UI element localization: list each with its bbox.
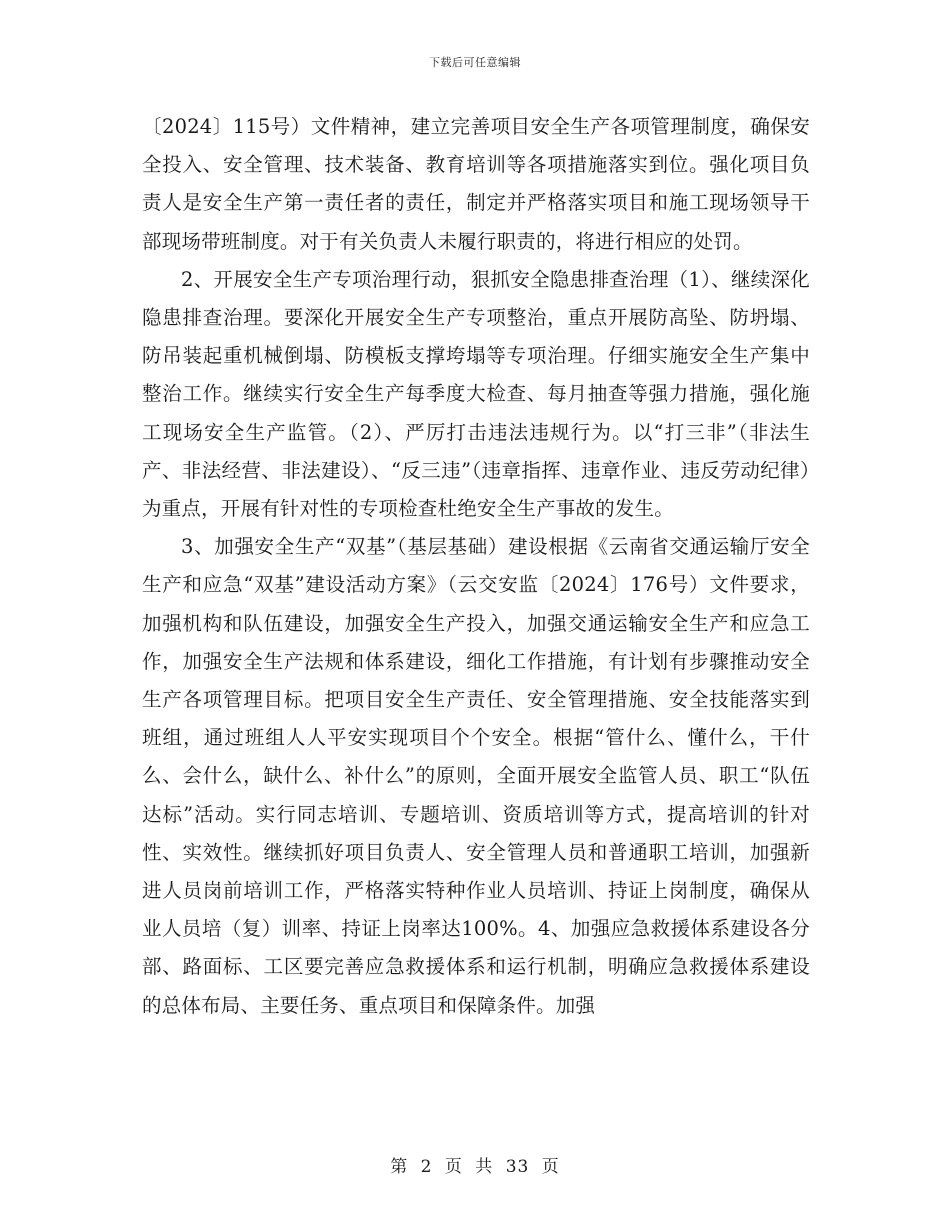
document-body <box>142 108 810 1025</box>
paragraph-continuation: 〔2024〕115号）文件精神，建立完善项目安全生产各项管理制度，确保安全投入、安全管理、技术装备、教育培训等各项措施落实到位。强化项目负责人是安全生产第一责任者的责任，制定并严格落实项目和施工现场领导干部现场带班制度。对于有关负责人未履行职责的，将进行相应的处罚。 <box>142 115 810 253</box>
paragraph-item-2: 2、开展安全生产专项治理行动，狠抓安全隐患排查治理（1）、继续深化隐患排查治理。要深化开展安全生产专项整治，重点开展防高坠、防坍塌、防吊装起重机械倒塌、防模板支撑垮塌等专项治理。仔细实施安全生产集中整治工作。继续实行安全生产每季度大检查、每月抽查等强力措施，强化施工现场安全生产监管。（2）、严厉打击违法违规行为。以“打三非”（非法生产、非法经营、非法建设）、“反三违”（违章指挥、违章作业、违反劳动纪律）为重点，开展有针对性的专项检查杜绝安全生产事故的发生。 <box>142 267 810 521</box>
header-note: 下载后可任意编辑 <box>429 56 521 69</box>
paragraph-item-3: 3、加强安全生产“双基”（基层基础）建设根据《云南省交通运输厅安全生产和应急“双基”建设活动方案》（云交安监〔2024〕176号）文件要求，加强机构和队伍建设，加强安全生产投入，加强交通运输安全生产和应急工作，加强安全生产法规和体系建设，细化工作措施，有计划有步骤推动安全生产各项管理目标。把项目安全生产责任、安全管理措施、安全技能落实到班组，通过班组人人平安实现项目个个安全。根据“管什么、懂什么，干什么、会什么，缺什么、补什么”的原则，全面开展安全监管人员、职工“队伍达标”活动。实行同志培训、专题培训、资质培训等方式，提高培训的针对性、实效性。继续抓好项目负责人、安全管理人员和普通职工培训，加强新进人员岗前培训工作，严格落实特种作业人员培训、持证上岗制度，确保从业人员培（复）训率、持证上岗率达100%。4、加强应急救援体系建设各分部、路面标、工区要完善应急救援体系和运行机制，明确应急救援体系建设的总体布局、主要任务、重点项目和保障条件。加强 <box>142 535 810 1017</box>
page-number-footer: 第 2 页 共 33 页 <box>390 1157 560 1177</box>
